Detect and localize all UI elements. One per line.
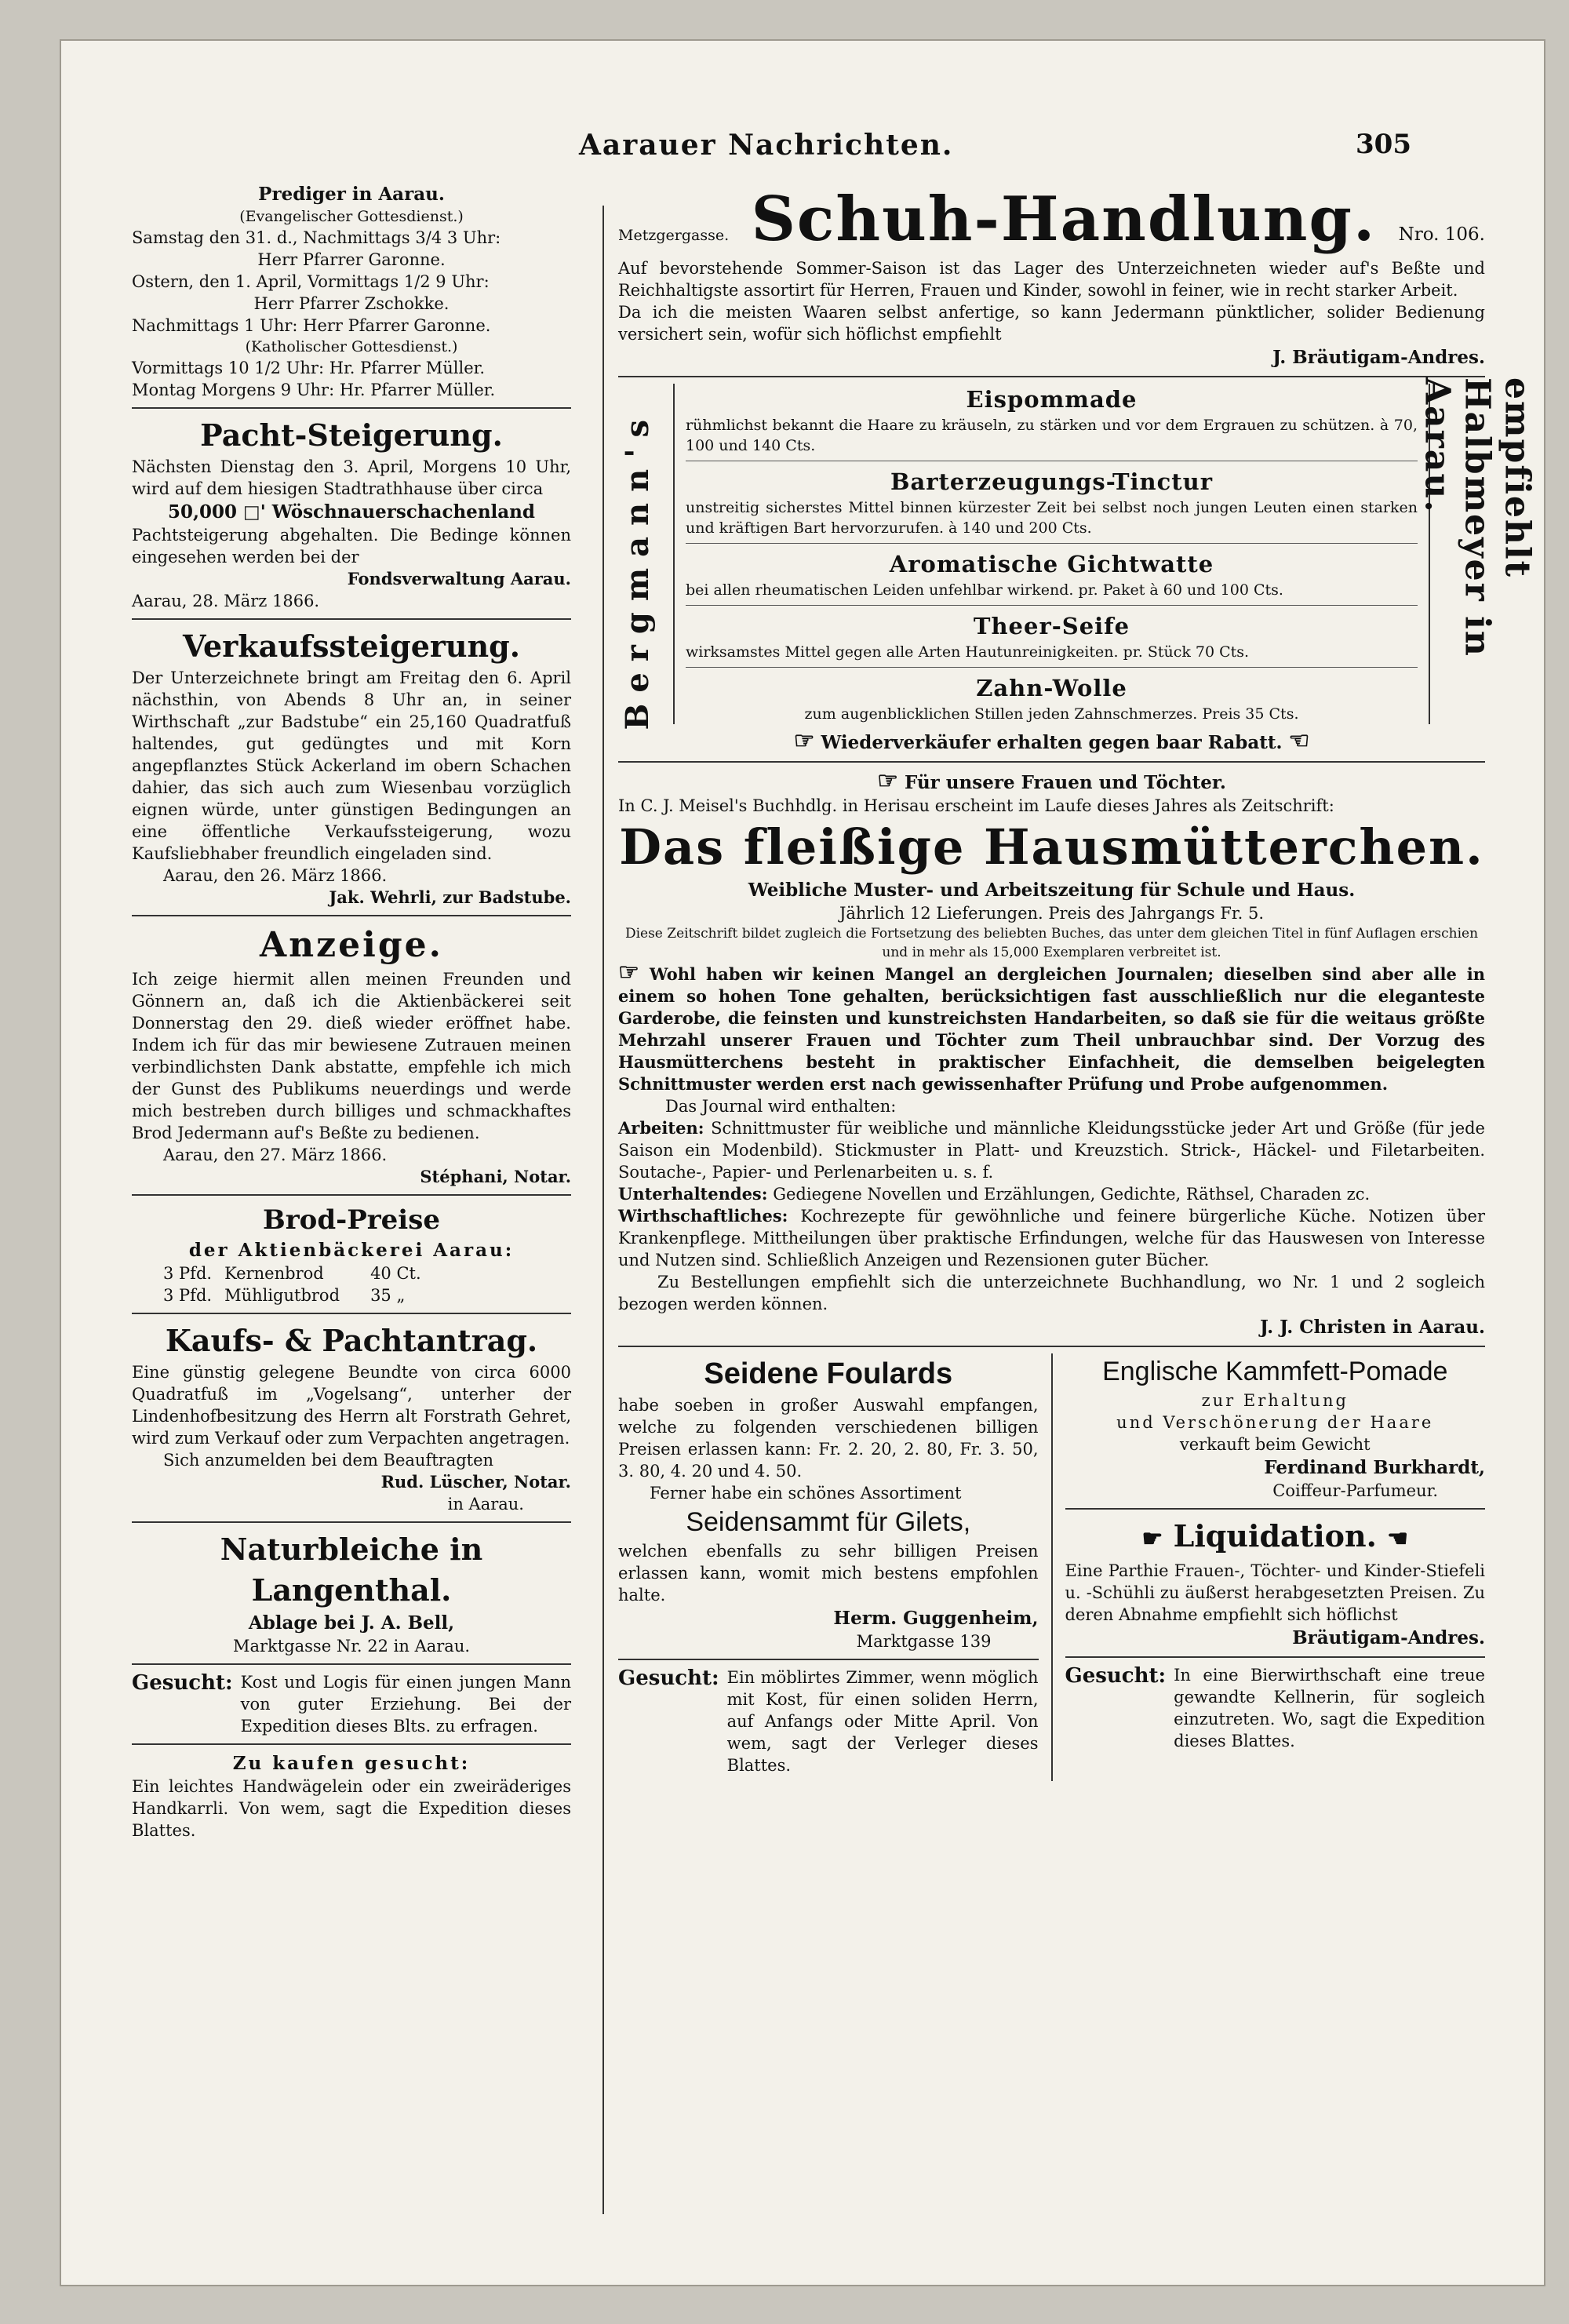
zukaufen-notice	[132, 1751, 571, 1841]
prediger-subtitle: (Katholischer Gottesdienst.)	[245, 338, 458, 355]
divider	[132, 618, 571, 620]
natur-line: Marktgasse Nr. 22 in Aarau.	[232, 1637, 471, 1656]
pomade-signature: Ferdinand Burkhardt,	[1264, 1457, 1485, 1478]
bottom-ads	[618, 1353, 1485, 1781]
product-title: Barterzeugungs-Tinctur	[890, 468, 1214, 495]
hausm-order: Zu Bestellungen empfiehlt sich die unterzeichnete Buchhandlung, wo Nr. 1 und 2 sogleich bezogen werden können.	[618, 1273, 1485, 1313]
schuh-text: Auf bevorstehende Sommer-Saison ist das Lager des Unterzeichneten wieder auf's Beßte und Reichhaltigste assortirt für Herren, Frauen und Kinder, sowohl in feiner, wie in recht starker Arbeit.	[618, 259, 1485, 300]
product-text: rühmlichst bekannt die Haare zu kräuseln, zu stärken und vor dem Ergrauen zu schützen. à 70, 100 und 140 Cts.	[686, 417, 1418, 454]
prediger-notice	[132, 182, 571, 401]
kauf-place: in Aarau.	[447, 1495, 524, 1514]
divider	[132, 1521, 571, 1523]
gesucht3-ad	[1065, 1664, 1486, 1752]
schuh-signature: J. Bräutigam-Andres.	[1272, 347, 1485, 368]
pointing-hand-icon: ☜	[1288, 727, 1310, 755]
halbmeyer-name: empfiehlt Halbmeyer in Aarau.	[1417, 377, 1538, 657]
gesucht-label: Gesucht:	[1065, 1664, 1167, 1688]
hausm-kicker: Für unsere Frauen und Töchter.	[905, 772, 1226, 793]
gesucht2-ad	[618, 1667, 1039, 1776]
verkauf-title: Verkaufssteigerung.	[183, 628, 520, 664]
anzeige-title: Anzeige.	[260, 925, 443, 965]
divider	[618, 1346, 1485, 1347]
natur-notice	[132, 1529, 571, 1657]
divider	[132, 1743, 571, 1745]
divider	[132, 1313, 571, 1314]
bergmann-products	[673, 384, 1430, 724]
pomade-ad	[1065, 1353, 1486, 1502]
pomade-title: Englische Kammfett-Pomade	[1102, 1357, 1448, 1386]
pomade-line: und Verschönerung der Haare	[1116, 1413, 1434, 1432]
price-value: 40 Ct.	[370, 1264, 421, 1283]
divider	[132, 1194, 571, 1196]
seide-signature: Herm. Guggenheim,	[833, 1608, 1039, 1629]
pacht-title: Pacht-Steigerung.	[200, 417, 503, 453]
hausm-section-label: Arbeiten:	[618, 1118, 704, 1138]
brod-subtitle: der Aktienbäckerei Aarau:	[188, 1240, 515, 1261]
anzeige-text: Ich zeige hiermit allen meinen Freunden und Gönnern an, daß ich die Aktienbäckerei seit Donnerstag den 29. dieß wieder eröffnet habe. Indem ich für das mir bewiesene Zutrauen meinen verbindlichsten Dank abstatte, empfehle ich mich der Gunst des Publikums neuerdings und werde mich bestreben durch billiges und schmackhaftes Brod Jedermann auf's Beßte zu bedienen.	[132, 970, 571, 1142]
price-row	[132, 1262, 571, 1284]
seide-text: Ferner habe ein schönes Assortiment	[650, 1484, 962, 1503]
prediger-line: Vormittags 10 1/2 Uhr: Hr. Pfarrer Müller.	[132, 359, 486, 377]
seide-title: Seidene Foulards	[704, 1357, 953, 1390]
price-item: Kernenbrod	[224, 1264, 324, 1283]
hausm-section-label: Wirthschaftliches:	[618, 1206, 788, 1226]
gesucht-label: Gesucht:	[618, 1667, 719, 1690]
liquidation-ad	[1065, 1516, 1486, 1650]
divider	[686, 605, 1418, 606]
schuh-ad	[618, 182, 1485, 370]
kauf-title: Kaufs- & Pachtantrag.	[165, 1323, 538, 1358]
pacht-text: Nächsten Dienstag den 3. April, Morgens 10 Uhr, wird auf dem hiesigen Stadtrathhause über circa	[132, 457, 571, 498]
seide-title2: Seidensammt für Gilets,	[686, 1507, 971, 1537]
schuh-street: Metzgergasse.	[618, 227, 730, 244]
brod-title: Brod-Preise	[262, 1204, 440, 1236]
seide-text: welchen ebenfalls zu sehr billigen Preisen erlassen kann, womit mich bestens empfohlen halte.	[618, 1542, 1039, 1605]
hausm-note: Diese Zeitschrift bildet zugleich die Fortsetzung des beliebten Buches, das unter dem gleichen Titel in fünf Auflagen erschien und in mehr als 15,000 Exemplaren verbreitet ist.	[624, 926, 1479, 960]
pacht-text: Pachtsteigerung abgehalten. Die Bedinge können eingesehen werden bei der	[132, 526, 571, 566]
pointing-hand-icon: ☞	[877, 767, 899, 795]
verkauf-text: Der Unterzeichnete bringt am Freitag den 6. April nächsthin, von Abends 8 Uhr an, in seiner Wirthschaft „zur Badstube“ ein 25,160 Quadratfuß haltendes, gut gedüngtes und mit Korn angepflanztes Stück Ackerland im obern Schachen dahier, das sich auch zum Wiesenbau vorzüglich eignen würde, unter günstigen Bedingungen an eine öffentliche Verkaufssteigerung, wozu Kaufsliebhaber freundlich eingeladen sind.	[132, 668, 571, 863]
gesucht-label: Gesucht:	[132, 1671, 233, 1695]
hausm-price: Jährlich 12 Lieferungen. Preis des Jahrgangs Fr. 5.	[839, 904, 1265, 923]
divider	[132, 407, 571, 409]
prediger-line: Herr Pfarrer Garonne.	[257, 250, 446, 269]
product-title: Zahn-Wolle	[976, 675, 1127, 701]
pointing-hand-icon: ☞	[618, 959, 639, 986]
kauf-text: Eine günstig gelegene Beundte von circa 6000 Quadratfuß im „Vogelsang“, unterher der Lindenhofbesitzung des Herrn alt Forstrath Gehret, wird zum Verkauf oder zum Verpachten angetragen.	[132, 1363, 571, 1448]
anzeige-date: Aarau, den 27. März 1866.	[163, 1146, 388, 1164]
hausm-intro: In C. J. Meisel's Buchhdlg. in Herisau erscheint im Laufe dieses Jahres als Zeitschrift:	[618, 796, 1334, 815]
hausm-subtitle: Weibliche Muster- und Arbeitszeitung für Schule und Haus.	[748, 880, 1356, 901]
verkauf-notice	[132, 626, 571, 909]
anzeige-signature: Stéphani, Notar.	[420, 1167, 571, 1186]
schuh-text: Da ich die meisten Waaren selbst anfertige, so kann Jedermann pünktlicher, solider Bedienung versichert sein, wofür sich höflichst empfiehlt	[618, 303, 1485, 344]
schuh-title: Schuh-Handlung.	[751, 184, 1377, 255]
bergmann-side-left	[613, 377, 661, 761]
column-divider	[602, 206, 604, 2214]
hausm-title: Das fleißige Hausmütterchen.	[619, 818, 1484, 876]
hausm-signature: J. J. Christen in Aarau.	[1259, 1317, 1485, 1338]
pomade-line: zur Erhaltung	[1201, 1391, 1349, 1410]
zukaufen-title: Zu kaufen gesucht:	[232, 1753, 471, 1774]
hausm-contents: Das Journal wird enthalten:	[665, 1097, 897, 1116]
zukaufen-text: Ein leichtes Handwägelein oder ein zweiräderiges Handkarrli. Von wem, sagt die Expedition dieses Blattes.	[132, 1777, 571, 1840]
right-column	[618, 182, 1538, 1781]
gesucht-text: Kost und Logis für einen jungen Mann von guter Erziehung. Bei der Expedition dieses Blts. zu erfragen.	[240, 1673, 571, 1736]
divider	[686, 543, 1418, 544]
product-title: Theer-Seife	[973, 613, 1130, 639]
seide-address: Marktgasse 139	[856, 1632, 992, 1651]
liquidation-signature: Bräutigam-Andres.	[1292, 1627, 1485, 1648]
seide-ad	[618, 1353, 1039, 1652]
newspaper-title: Aarauer Nachrichten.	[579, 129, 954, 162]
pacht-area: 50,000 □' Wöschnauerschachenland	[168, 501, 535, 523]
left-column	[132, 182, 571, 1846]
bottom-left-ads	[618, 1353, 1053, 1781]
hausm-section-text: Kochrezepte für gewöhnliche und feinere bürgerliche Küche. Notizen über Krankenpflege. Mittheilungen über praktische Erfindungen, welche für das Hauswesen von Interesse und Nutzen sind. Schließlich Anzeigen und Rezensionen guter Bücher.	[618, 1207, 1485, 1269]
prediger-line: Montag Morgens 9 Uhr: Hr. Pfarrer Müller.	[132, 381, 496, 399]
bottom-right-ads	[1053, 1353, 1486, 1781]
natur-title: Naturbleiche in Langenthal.	[220, 1532, 483, 1608]
anzeige-notice	[132, 923, 571, 1188]
pacht-notice	[132, 415, 571, 612]
divider	[1065, 1508, 1486, 1510]
pomade-line: verkauft beim Gewicht	[1179, 1435, 1371, 1454]
hausm-section-text: Gediegene Novellen und Erzählungen, Gedichte, Räthsel, Charaden zc.	[773, 1185, 1371, 1204]
pacht-date: Aarau, 28. März 1866.	[132, 592, 320, 610]
divider	[1065, 1656, 1486, 1658]
product-text: unstreitig sicherstes Mittel binnen kürzester Zeit bei selbst noch jungen Leuten einen starken und kräftigen Bart hervorzurufen. à 140 und 200 Cts.	[686, 499, 1418, 537]
prediger-line: Ostern, den 1. April, Vormittags 1/2 9 Uhr:	[132, 272, 490, 291]
divider	[686, 667, 1418, 668]
prediger-title: Prediger in Aarau.	[258, 184, 445, 205]
product-text: bei allen rheumatischen Leiden unfehlbar wirkend. pr. Paket à 60 und 100 Cts.	[686, 581, 1283, 599]
price-qty: 3 Pfd.	[163, 1264, 213, 1283]
liquidation-title: Liquidation.	[1173, 1518, 1377, 1554]
product-title: Aromatische Gichtwatte	[889, 551, 1214, 577]
newspaper-page	[61, 41, 1544, 2285]
liquidation-text: Eine Parthie Frauen-, Töchter- und Kinder-Stiefeli u. -Schühli zu äußerst herabgesetzten Preisen. Zu deren Abnahme empfiehlt sich höflichst	[1065, 1561, 1485, 1624]
prediger-line: Nachmittags 1 Uhr: Herr Pfarrer Garonne.	[132, 316, 491, 335]
prediger-subtitle: (Evangelischer Gottesdienst.)	[239, 208, 464, 225]
gesucht-text: In eine Bierwirthschaft eine treue gewandte Kellnerin, für sogleich einzutreten. Wo, sagt die Expedition dieses Blattes.	[1174, 1666, 1485, 1750]
pacht-signature: Fondsverwaltung Aarau.	[347, 569, 571, 588]
pomade-role: Coiffeur-Parfumeur.	[1272, 1481, 1438, 1500]
bergmann-side-right	[1417, 377, 1538, 761]
divider	[618, 1659, 1039, 1660]
gesucht-notice	[132, 1671, 571, 1737]
price-qty: 3 Pfd.	[163, 1286, 213, 1305]
schuh-number: Nro. 106.	[1398, 224, 1485, 245]
pointing-hand-icon: ☛	[1141, 1525, 1163, 1553]
divider	[132, 915, 571, 916]
price-value: 35 „	[370, 1286, 406, 1305]
seide-text: habe soeben in großer Auswahl empfangen, welche zu folgenden verschiedenen billigen Preisen erlassen kann: Fr. 2. 20, 2. 80, Fr. 3. 50, 3. 80, 4. 20 und 4. 50.	[618, 1396, 1039, 1481]
price-item: Mühligutbrod	[224, 1286, 340, 1305]
product-text: wirksamstes Mittel gegen alle Arten Hautunreinigkeiten. pr. Stück 70 Cts.	[686, 643, 1250, 661]
hausm-section-text: Schnittmuster für weibliche und männliche Kleidungsstücke jeder Art und Größe (für jede Saison ein Modenbild). Stickmuster in Platt- und Kreuzstich. Strick-, Häckel- und Filetarbeiten. Soutache-, Papier- und Perlenarbeiten u. s. f.	[618, 1119, 1485, 1182]
hausm-section-label: Unterhaltendes:	[618, 1184, 768, 1204]
page-number: 305	[1356, 129, 1411, 160]
kauf-signature: Rud. Lüscher, Notar.	[380, 1472, 571, 1492]
kauf-text: Sich anzumelden bei dem Beauftragten	[163, 1451, 494, 1470]
prediger-line: Samstag den 31. d., Nachmittags 3/4 3 Uhr:	[132, 228, 501, 247]
natur-line: Ablage bei J. A. Bell,	[248, 1612, 455, 1634]
pointing-hand-icon: ☚	[1387, 1525, 1408, 1553]
verkauf-signature: Jak. Wehrli, zur Badstube.	[329, 887, 571, 907]
bergmann-name: Bergmann's	[618, 408, 656, 730]
divider	[132, 1663, 571, 1665]
kauf-notice	[132, 1320, 571, 1515]
bergmann-footer: Wiederverkäufer erhalten gegen baar Rabatt.	[821, 732, 1283, 753]
gesucht-text: Ein möblirtes Zimmer, wenn möglich mit Kost, für einen soliden Herrn, auf Anfangs oder Mitte April. Von wem, sagt der Verleger dieses Blattes.	[726, 1668, 1039, 1775]
hausm-body: Wohl haben wir keinen Mangel an dergleichen Journalen; dieselben sind aber alle in einem so hohen Tone gehalten, berücksichtigen fast ausschließlich nur die eleganteste Garderobe, die feinsten und kunstreichsten Handarbeiten, so daß sie für die weitaus größte Mehrzahl unserer Frauen und Töchter zum Theil unbrauchbar sind. Der Vorzug des Hausmütterchens besteht in praktischer Einfachheit, die demselben beigelegten Schnittmuster werden erst nach gewissenhafter Prüfung und Probe aufgenommen.	[618, 964, 1486, 1094]
pointing-hand-icon: ☞	[793, 727, 815, 755]
hausmuetterchen-ad	[618, 769, 1485, 1339]
prediger-line: Herr Pfarrer Zschokke.	[253, 294, 450, 313]
product-text: zum augenblicklichen Stillen jeden Zahnschmerzes. Preis 35 Cts.	[804, 705, 1299, 723]
brod-notice	[132, 1202, 571, 1306]
page-header	[61, 129, 1544, 176]
price-row	[132, 1284, 571, 1306]
verkauf-date: Aarau, den 26. März 1866.	[163, 866, 388, 885]
bergmann-ad	[618, 376, 1538, 763]
product-title: Eispommade	[966, 386, 1138, 413]
